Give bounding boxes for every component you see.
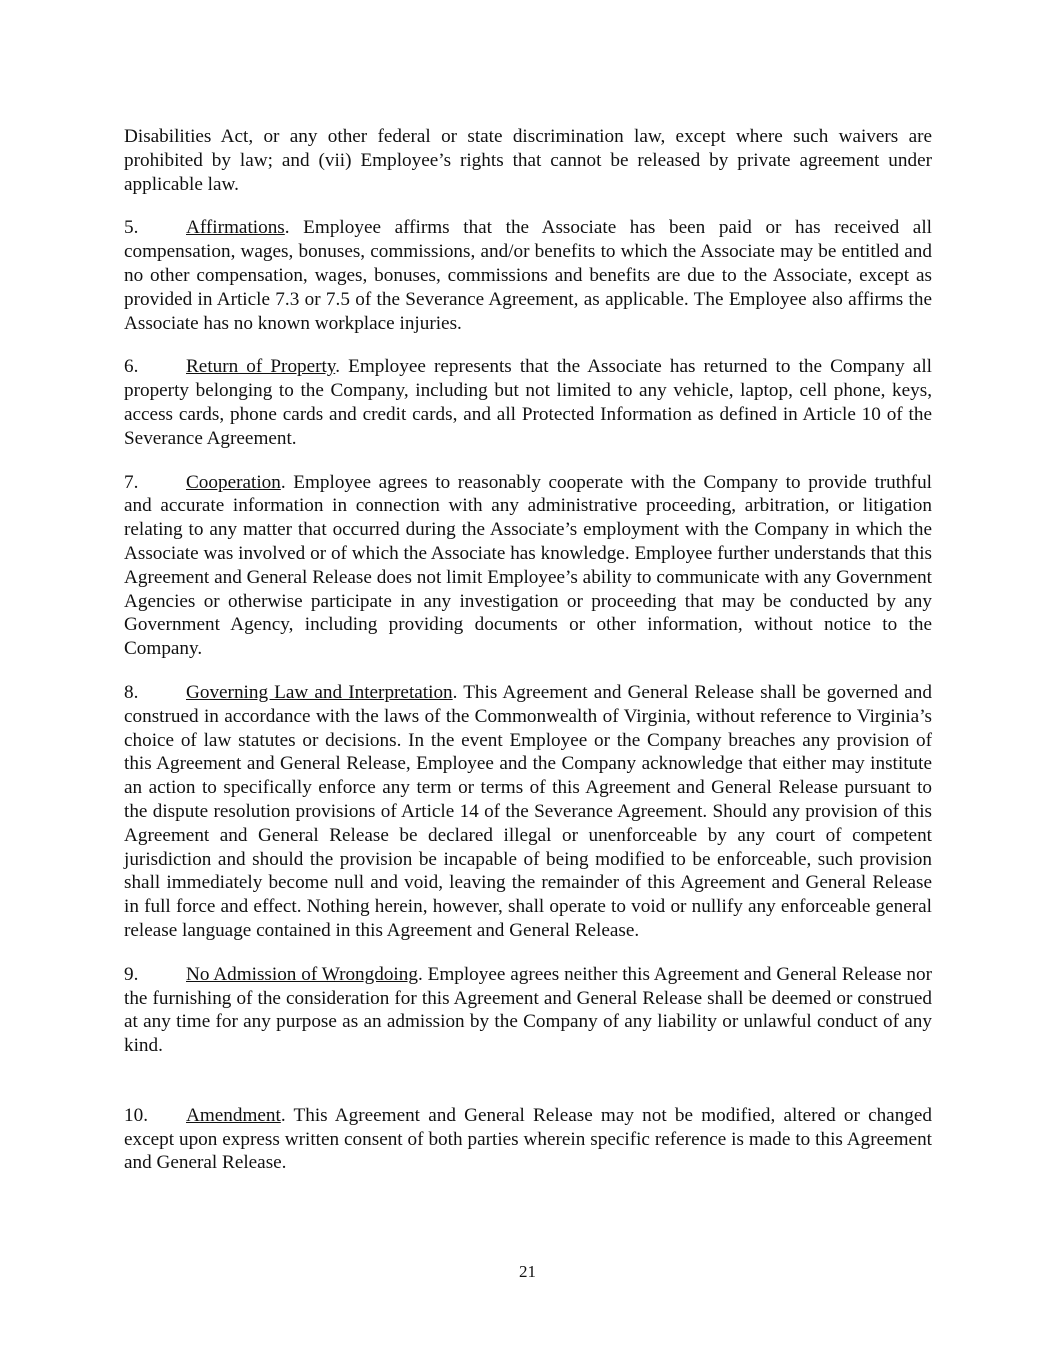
section-text: . This Agreement and General Release shall be governed and construed in accordance with the laws of the Commonwealth of Virginia, without reference to Virginia’s choice of law statutes or decisions. In the event Employee or the Company breaches any provision of this Agreement and General Release, Employee and the Company acknowledge that either may institute an action to specifically enforce any term or terms of this Agreement and General Release pursuant to the dispute resolution provisions of Article 14 of the Severance Agreement. Should any provision of this Agreement and General Release be declared illegal or unenforceable by any court of competent jurisdiction and should the provision be incapable of being modified to be enforceable, such provision shall immediately become null and void, leaving the remainder of this Agreement and General Release in full force and effect. Nothing herein, however, shall operate to void or nullify any enforceable general release language contained in this Agreement and General Release. bbox=[124, 681, 932, 941]
section-heading: Amendment bbox=[186, 1104, 281, 1126]
section-text: . Employee affirms that the Associate has been paid or has received all compensation, wages, bonuses, commissions, and/or benefits to which the Associate may be entitled and no other compensation, wages, bonuses, commissions and benefits are due to the Associate, except as provided in Article 7.3 or 7.5 of the Severance Agreement, as applicable. The Employee also affirms the Associate has no known workplace injuries. bbox=[124, 217, 932, 334]
section-5 bbox=[124, 216, 932, 335]
section-number: 7. bbox=[124, 471, 139, 493]
section-text: . Employee agrees to reasonably cooperate with the Company to provide truthful and accurate information in connection with any administrative proceeding, arbitration, or litigation relating to any matter that occurred during the Associate’s employment with the Company in which the Associate was involved or of which the Associate has knowledge. Employee further understands that this Agreement and General Release does not limit Employee’s ability to communicate with any Government Agencies or otherwise participate in any investigation or proceeding that may be conducted by any Government Agency, including providing documents or other information, without notice to the Company. bbox=[124, 471, 932, 660]
section-9 bbox=[124, 963, 932, 1058]
document-body bbox=[124, 125, 932, 1195]
section-heading: Cooperation bbox=[186, 471, 281, 493]
section-10 bbox=[124, 1104, 932, 1175]
section-number: 6. bbox=[124, 356, 139, 378]
section-heading: Governing Law and Interpretation bbox=[186, 681, 453, 703]
section-number: 8. bbox=[124, 681, 139, 703]
section-number: 10. bbox=[124, 1104, 148, 1126]
section-6 bbox=[124, 355, 932, 450]
section-number: 9. bbox=[124, 963, 139, 985]
section-heading: No Admission of Wrongdoing bbox=[186, 963, 418, 985]
section-heading: Affirmations bbox=[186, 217, 285, 239]
section-text: . Employee agrees neither this Agreement and General Release nor the furnishing of the consideration for this Agreement and General Release shall be deemed or construed at any time for any purpose as an admission by the Company of any liability or unlawful conduct of any kind. bbox=[124, 963, 933, 1057]
section-8 bbox=[124, 681, 932, 943]
page-number: 21 bbox=[519, 1262, 536, 1281]
section-heading: Return of Property bbox=[186, 356, 336, 378]
section-number: 5. bbox=[124, 217, 139, 239]
continuation-paragraph: Disabilities Act, or any other federal or state discrimination law, except where such waivers are prohibited by law; and (vii) Employee’s rights that cannot be released by private agreement under applicable law. bbox=[124, 126, 932, 195]
section-7 bbox=[124, 471, 932, 661]
section-text: . Employee represents that the Associate has returned to the Company all property belonging to the Company, including but not limited to any vehicle, laptop, cell phone, keys, access cards, phone cards and credit cards, and all Protected Information as defined in Article 10 of the Severance Agreement. bbox=[124, 356, 932, 449]
section-text: . This Agreement and General Release may not be modified, altered or changed except upon express written consent of both parties wherein specific reference is made to this Agreement and General Release. bbox=[124, 1104, 932, 1174]
